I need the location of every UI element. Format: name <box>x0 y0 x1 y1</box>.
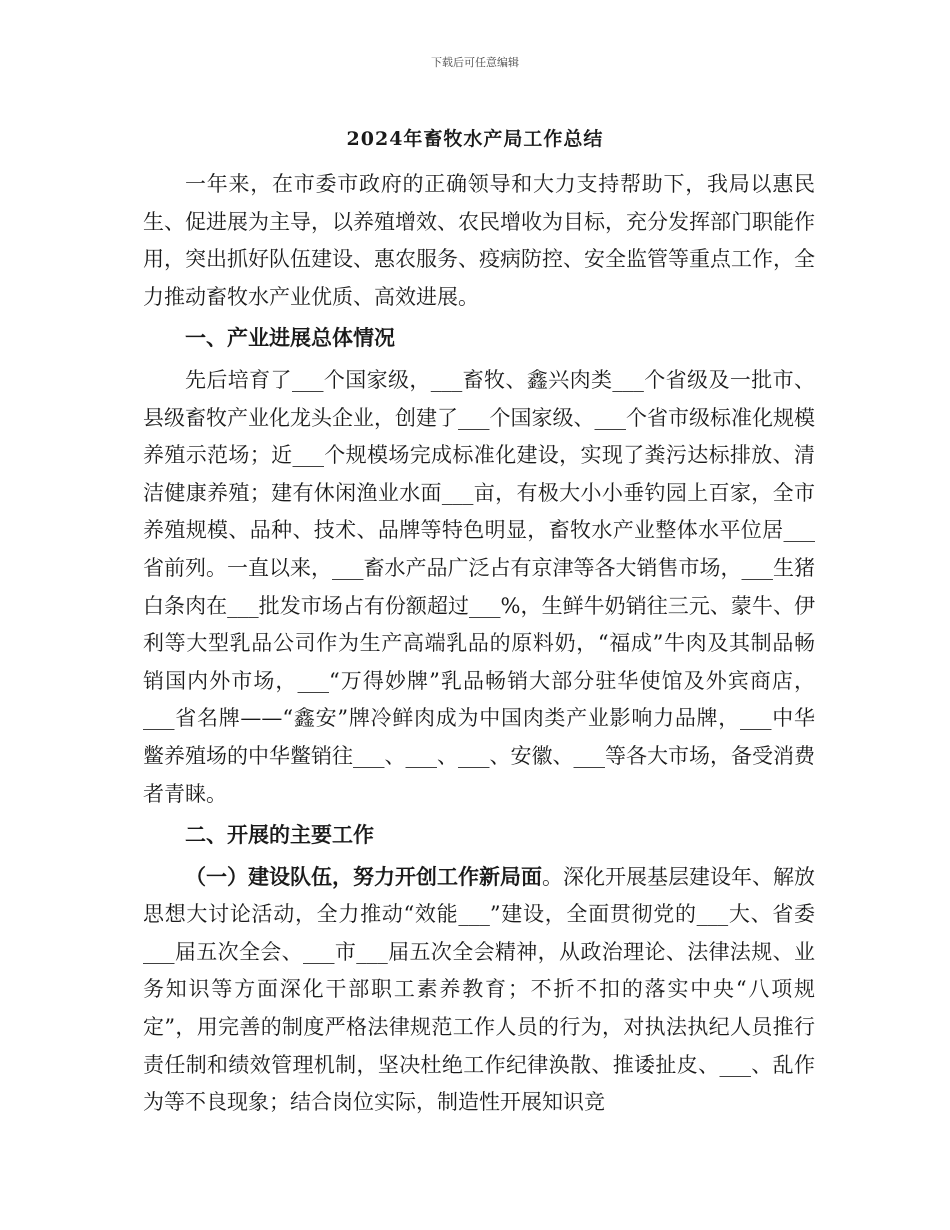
section-1-heading: 一、产业进展总体情况 <box>185 326 395 351</box>
section-2-sub1-paragraph <box>143 859 815 1122</box>
document-body <box>143 166 815 1122</box>
intro-paragraph: 一年来，在市委市政府的正确领导和大力支持帮助下，我局以惠民生、促进展为主导，以养殖增效、农民增收为目标，充分发挥部门职能作用，突出抓好队伍建设、惠农服务、疫病防控、安全监管等重点工作，全力推动畜牧水产业优质、高效进展。 <box>143 172 815 309</box>
section-2-sub1-body: 。深化开展基层建设年、解放思想大讨论活动，全力推动“效能___”建设，全面贯彻党的___大、省委___届五次全会、___市___届五次全会精神，从政治理论、法律法规、业务知识等方面深化干部职工素养教育；不折不扣的落实中央“八项规定”，用完善的制度严格法律规范工作人员的行为，对执法执纪人员推行责任制和绩效管理机制，坚决杜绝工作纪律涣散、推诿扯皮、___、乱作为等不良现象；结合岗位实际，制造性开展知识竞 <box>143 864 815 1115</box>
page-header-note: 下载后可任意编辑 <box>431 56 519 69</box>
section-2-heading: 二、开展的主要工作 <box>185 823 374 848</box>
document-title: 2024年畜牧水产局工作总结 <box>346 128 604 150</box>
section-2-sub1-lead: （一）建设队伍，努力开创工作新局面 <box>185 864 542 889</box>
section-1-paragraph: 先后培育了___个国家级，___畜牧、鑫兴肉类___个省级及一批市、县级畜牧产业化龙头企业，创建了___个国家级、___个省市级标准化规模养殖示范场；近___个规模场完成标准化建设，实现了粪污达标排放、清洁健康养殖；建有休闲渔业水面___亩，有极大小小垂钓园上百家，全市养殖规模、品种、技术、品牌等特色明显，畜牧水产业整体水平位居___省前列。一直以来，___畜水产品广泛占有京津等各大销售市场，___生猪白条肉在___批发市场占有份额超过___%，生鲜牛奶销往三元、蒙牛、伊利等大型乳品公司作为生产高端乳品的原料奶，“福成”牛肉及其制品畅销国内外市场，___“万得妙牌”乳品畅销大部分驻华使馆及外宾商店，___省名牌——“鑫安”牌冷鲜肉成为中国肉类产业影响力品牌，___中华鳖养殖场的中华鳖销往___、___、___、安徽、___等各大市场，备受消费者青睐。 <box>143 367 815 806</box>
